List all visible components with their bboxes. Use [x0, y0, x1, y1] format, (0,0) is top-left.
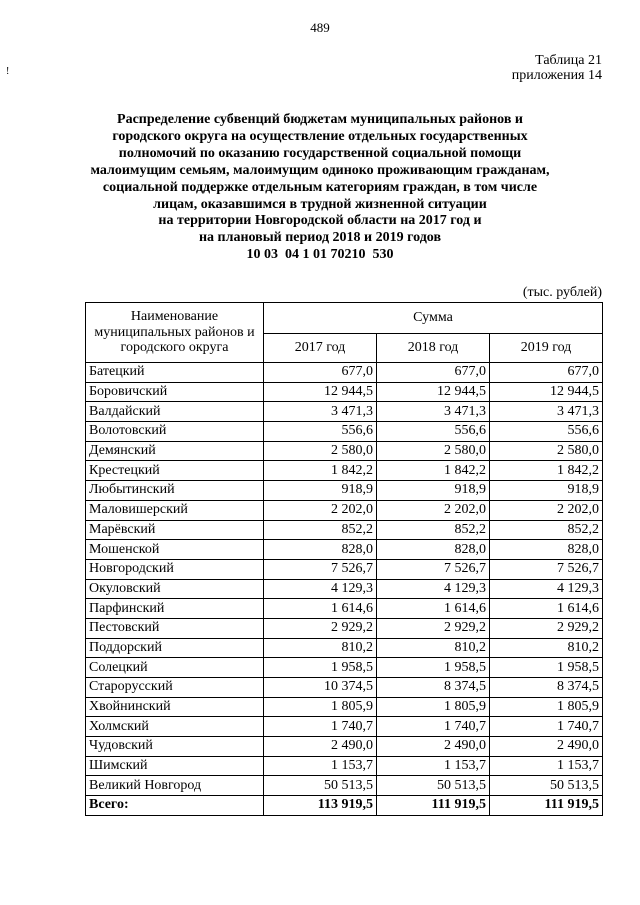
district-name: Чудовский: [86, 737, 264, 757]
table-row: [86, 717, 603, 737]
table-row: [86, 756, 603, 776]
column-header-2018: 2018 год: [377, 334, 490, 363]
district-name: Марёвский: [86, 520, 264, 540]
value-2018: 1 740,7: [377, 717, 490, 737]
district-name: Поддорский: [86, 638, 264, 658]
table-row: [86, 382, 603, 402]
district-name: Мошенской: [86, 540, 264, 560]
district-name: Батецкий: [86, 363, 264, 383]
district-name: Демянский: [86, 441, 264, 461]
value-2017: 1 842,2: [264, 461, 377, 481]
table-row: [86, 776, 603, 796]
total-2017: 113 919,5: [264, 796, 377, 816]
value-2018: 1 842,2: [377, 461, 490, 481]
value-2018: 828,0: [377, 540, 490, 560]
value-2019: 7 526,7: [490, 559, 603, 579]
table-row: [86, 678, 603, 698]
value-2017: 852,2: [264, 520, 377, 540]
district-name: Маловишерский: [86, 500, 264, 520]
value-2017: 677,0: [264, 363, 377, 383]
value-2019: 828,0: [490, 540, 603, 560]
value-2019: 2 202,0: [490, 500, 603, 520]
district-name: Волотовский: [86, 422, 264, 442]
value-2018: 1 614,6: [377, 599, 490, 619]
table-row: [86, 618, 603, 638]
total-2018: 111 919,5: [377, 796, 490, 816]
value-2017: 2 580,0: [264, 441, 377, 461]
value-2017: 2 202,0: [264, 500, 377, 520]
value-2017: 828,0: [264, 540, 377, 560]
table-body: [86, 363, 603, 796]
value-2019: 50 513,5: [490, 776, 603, 796]
value-2019: 2 929,2: [490, 618, 603, 638]
value-2018: 810,2: [377, 638, 490, 658]
column-header-name: Наименование муниципальных районов и городского округа: [86, 303, 264, 363]
value-2017: 918,9: [264, 481, 377, 501]
value-2017: 3 471,3: [264, 402, 377, 422]
value-2017: 1 740,7: [264, 717, 377, 737]
table-row: [86, 559, 603, 579]
value-2017: 7 526,7: [264, 559, 377, 579]
value-2018: 677,0: [377, 363, 490, 383]
value-2019: 12 944,5: [490, 382, 603, 402]
table-row: [86, 520, 603, 540]
title-line: на плановый период 2018 и 2019 годов: [198, 230, 442, 246]
value-2017: 810,2: [264, 638, 377, 658]
page-number: 489: [310, 20, 330, 35]
total-2019: 111 919,5: [490, 796, 603, 816]
value-2019: 1 740,7: [490, 717, 603, 737]
value-2019: 1 153,7: [490, 756, 603, 776]
value-2018: 4 129,3: [377, 579, 490, 599]
value-2019: 3 471,3: [490, 402, 603, 422]
value-2018: 1 153,7: [377, 756, 490, 776]
value-2018: 2 490,0: [377, 737, 490, 757]
title-line: полномочий по оказанию государственной социальной помощи: [118, 145, 522, 161]
table-ref-line-2: приложения 14: [511, 68, 602, 83]
value-2018: 7 526,7: [377, 559, 490, 579]
column-header-sum: Сумма: [264, 303, 603, 334]
district-name: Новгородский: [86, 559, 264, 579]
value-2018: 12 944,5: [377, 382, 490, 402]
district-name: Пестовский: [86, 618, 264, 638]
title-line: малоимущим семьям, малоимущим одиноко проживающим гражданам,: [90, 162, 550, 178]
table-row: [86, 599, 603, 619]
value-2019: 810,2: [490, 638, 603, 658]
units-label: (тыс. рублей): [522, 285, 602, 300]
value-2018: 852,2: [377, 520, 490, 540]
column-header-2019: 2019 год: [490, 334, 603, 363]
table-reference: [512, 53, 602, 83]
table-ref-line-1: Таблица 21: [535, 53, 602, 68]
district-name: Старорусский: [86, 678, 264, 698]
title-line: лицам, оказавшимся в трудной жизненной ситуации: [153, 196, 487, 212]
table-row: [86, 579, 603, 599]
district-name: Парфинский: [86, 599, 264, 619]
value-2019: 1 958,5: [490, 658, 603, 678]
title-line: на территории Новгородской области на 2017 год и: [158, 213, 482, 229]
value-2019: 2 580,0: [490, 441, 603, 461]
value-2017: 1 614,6: [264, 599, 377, 619]
value-2017: 50 513,5: [264, 776, 377, 796]
value-2017: 2 490,0: [264, 737, 377, 757]
value-2017: 12 944,5: [264, 382, 377, 402]
title-line: социальной поддержке отдельным категориям граждан, в том числе: [102, 179, 538, 195]
table-row: [86, 422, 603, 442]
value-2019: 1 805,9: [490, 697, 603, 717]
value-2018: 918,9: [377, 481, 490, 501]
column-header-2017: 2017 год: [264, 334, 377, 363]
value-2019: 4 129,3: [490, 579, 603, 599]
value-2017: 1 805,9: [264, 697, 377, 717]
value-2018: 8 374,5: [377, 678, 490, 698]
total-row: [86, 796, 603, 816]
subvention-table: [85, 302, 603, 816]
table-row: [86, 658, 603, 678]
table-row: [86, 363, 603, 383]
district-name: Солецкий: [86, 658, 264, 678]
table-row: [86, 737, 603, 757]
value-2018: 2 580,0: [377, 441, 490, 461]
value-2019: 2 490,0: [490, 737, 603, 757]
value-2018: 3 471,3: [377, 402, 490, 422]
table-row: [86, 402, 603, 422]
value-2018: 2 202,0: [377, 500, 490, 520]
district-name: Холмский: [86, 717, 264, 737]
value-2019: 1 842,2: [490, 461, 603, 481]
value-2017: 2 929,2: [264, 618, 377, 638]
value-2018: 1 805,9: [377, 697, 490, 717]
district-name: Валдайский: [86, 402, 264, 422]
document-title: [60, 112, 580, 264]
table-row: [86, 441, 603, 461]
district-name: Шимский: [86, 756, 264, 776]
total-label: Всего:: [86, 796, 264, 816]
district-name: Хвойнинский: [86, 697, 264, 717]
value-2018: 50 513,5: [377, 776, 490, 796]
district-name: Боровичский: [86, 382, 264, 402]
value-2017: 1 958,5: [264, 658, 377, 678]
district-name: Крестецкий: [86, 461, 264, 481]
value-2017: 1 153,7: [264, 756, 377, 776]
district-name: Любытинский: [86, 481, 264, 501]
table-row: [86, 500, 603, 520]
value-2019: 918,9: [490, 481, 603, 501]
table-row: [86, 481, 603, 501]
table-row: [86, 540, 603, 560]
district-name: Окуловский: [86, 579, 264, 599]
district-name: Великий Новгород: [86, 776, 264, 796]
value-2019: 556,6: [490, 422, 603, 442]
value-2019: 852,2: [490, 520, 603, 540]
title-line: городского округа на осуществление отдельных государственных: [112, 128, 528, 144]
table-row: [86, 461, 603, 481]
value-2019: 8 374,5: [490, 678, 603, 698]
value-2018: 1 958,5: [377, 658, 490, 678]
value-2017: 10 374,5: [264, 678, 377, 698]
value-2017: 556,6: [264, 422, 377, 442]
title-line: Распределение субвенций бюджетам муниципальных районов и: [117, 112, 523, 127]
budget-code: 10 03 04 1 01 70210 530: [246, 247, 394, 263]
value-2017: 4 129,3: [264, 579, 377, 599]
margin-mark: !: [6, 66, 10, 77]
value-2019: 677,0: [490, 363, 603, 383]
value-2019: 1 614,6: [490, 599, 603, 619]
value-2018: 556,6: [377, 422, 490, 442]
value-2018: 2 929,2: [377, 618, 490, 638]
table-row: [86, 638, 603, 658]
table-row: [86, 697, 603, 717]
